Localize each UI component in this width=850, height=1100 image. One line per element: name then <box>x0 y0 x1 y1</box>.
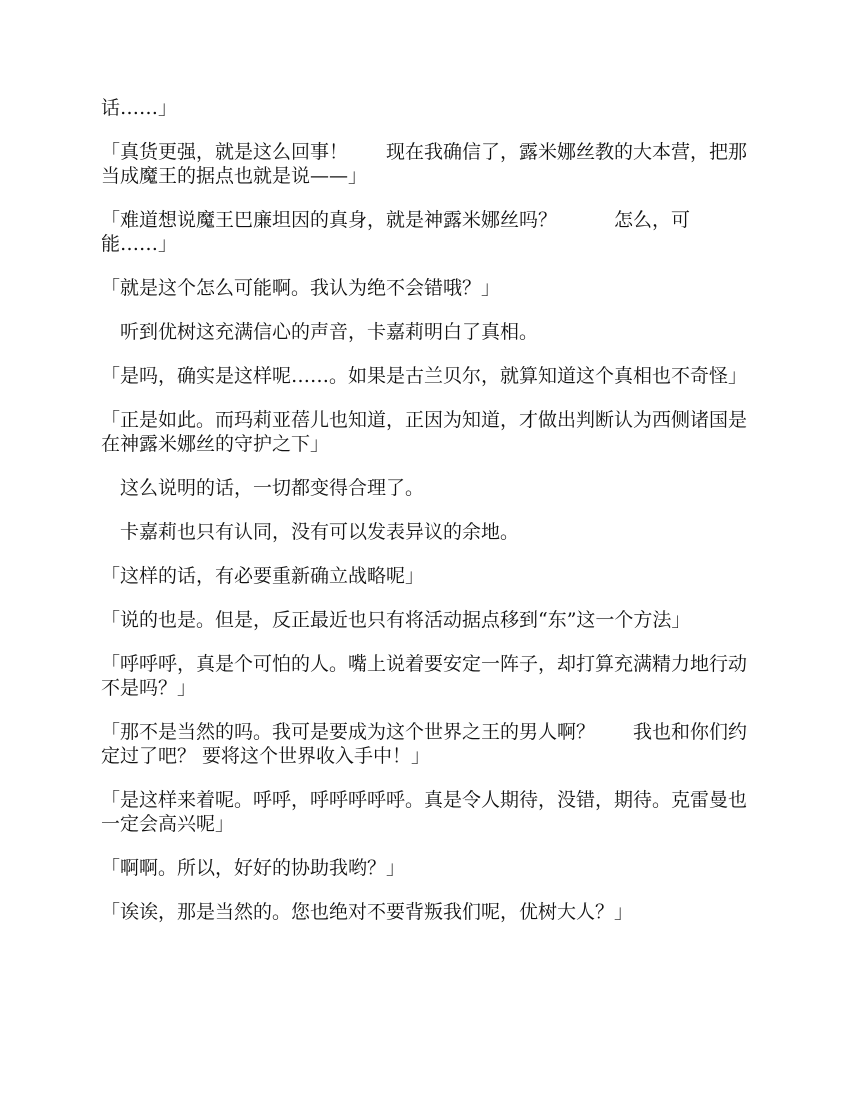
paragraph: 「啊啊。所以，好好的协助我哟？」 <box>101 857 406 879</box>
paragraph: 「难道想说魔王巴廉坦因的真身，就是神露米娜丝吗？ 怎么，可能……」 <box>101 209 691 255</box>
paragraph: 「这样的话，有必要重新确立战略呢」 <box>101 565 425 587</box>
paragraph: 「是这样来着呢。呼呼，呼呼呼呼呼。真是令人期待，没错，期待。克雷曼也一定会高兴呢」 <box>101 789 748 835</box>
paragraph: 「诶诶，那是当然的。您也绝对不要背叛我们呢，优树大人？」 <box>101 901 634 923</box>
paragraph: 这么说明的话，一切都变得合理了。 <box>101 477 425 499</box>
document-page <box>101 96 756 944</box>
paragraph: 「说的也是。但是，反正最近也只有将活动据点移到“东”这一个方法」 <box>101 609 691 631</box>
paragraph: 「那不是当然的吗。我可是要成为这个世界之王的男人啊？ 我也和你们约定过了吧？ 要将这个世界收入手中！」 <box>101 721 748 767</box>
paragraph: 话……」 <box>101 97 178 119</box>
paragraph: 「呼呼呼，真是个可怕的人。嘴上说着要安定一阵子，却打算充满精力地行动不是吗？」 <box>101 653 748 699</box>
paragraph: 「真货更强，就是这么回事！ 现在我确信了，露米娜丝教的大本营，把那当成魔王的据点也就是说——」 <box>101 141 748 187</box>
paragraph: 「是吗，确实是这样呢……。如果是古兰贝尔，就算知道这个真相也不奇怪」 <box>101 365 748 387</box>
paragraph: 「就是这个怎么可能啊。我认为绝不会错哦？」 <box>101 277 501 299</box>
paragraph: 卡嘉莉也只有认同，没有可以发表异议的余地。 <box>101 521 520 543</box>
paragraph: 听到优树这充满信心的声音，卡嘉莉明白了真相。 <box>101 321 539 343</box>
paragraph: 「正是如此。而玛莉亚蓓儿也知道，正因为知道，才做出判断认为西侧诸国是在神露米娜丝的守护之下」 <box>101 409 748 455</box>
